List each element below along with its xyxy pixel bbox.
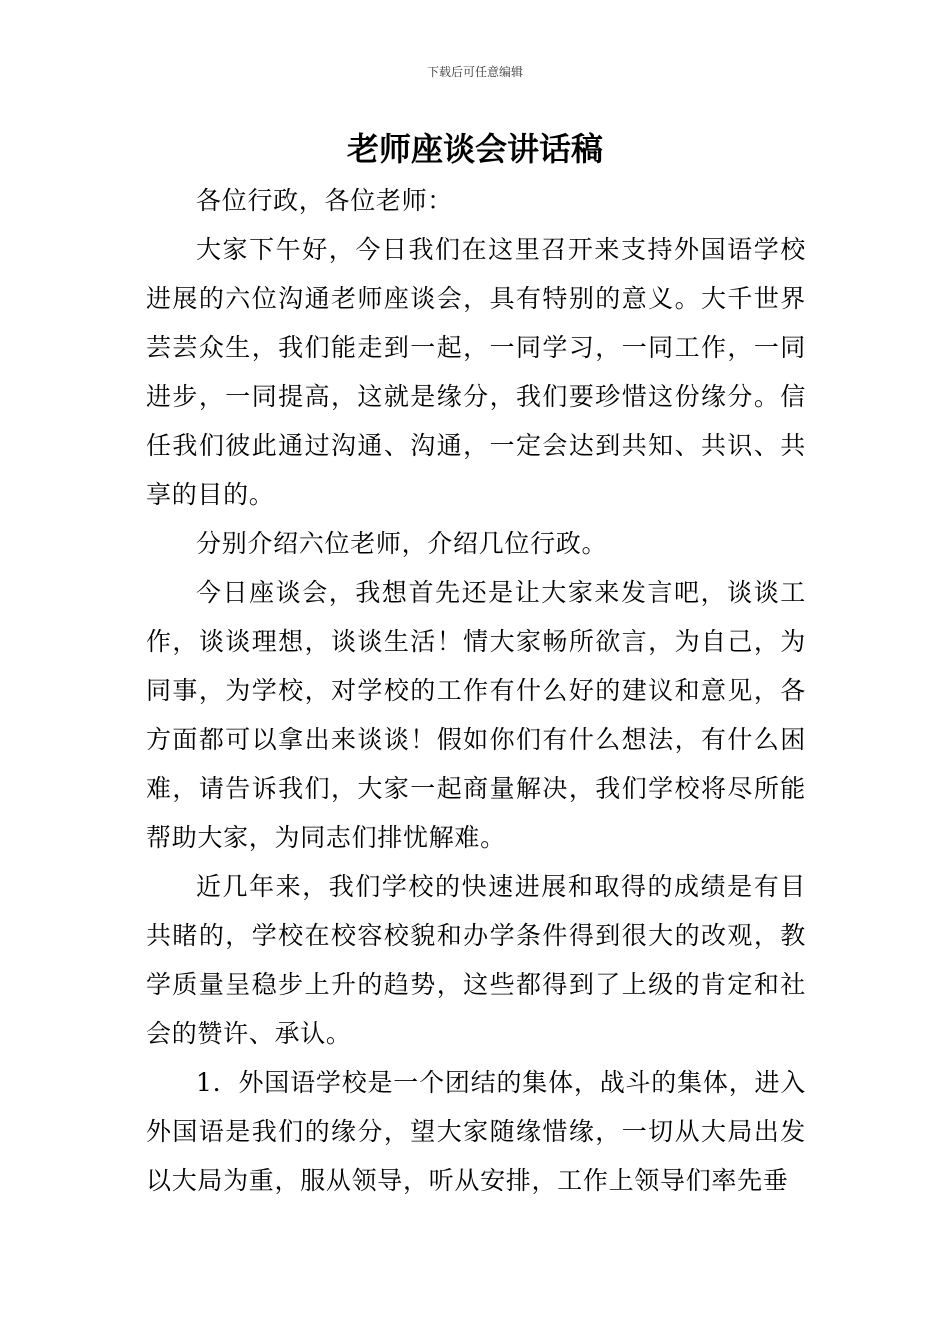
document-title: 老师座谈会讲话稿 xyxy=(346,130,603,168)
paragraph-greeting: 大家下午好，今日我们在这里召开来支持外国语学校进展的六位沟通老师座谈会，具有特别的意义。大千世界芸芸众生，我们能走到一起，一同学习，一同工作，一同进步，一同提高，这就是缘分，我们要珍惜这份缘分。信任我们彼此通过沟通、沟通，一定会达到共知、共识、共享的目的。 xyxy=(146,235,806,509)
document-body xyxy=(146,176,806,1205)
paragraph-achievements: 近几年来，我们学校的快速进展和取得的成绩是有目共睹的，学校在校容校貌和办学条件得到很大的改观，教学质量呈稳步上升的趋势，这些都得到了上级的肯定和社会的赞许、承认。 xyxy=(146,872,806,1048)
paragraph-introductions: 分别介绍六位老师，介绍几位行政。 xyxy=(196,529,608,558)
header-note: 下载后可任意编辑 xyxy=(426,65,523,79)
paragraph-point-1: 1．外国语学校是一个团结的集体，战斗的集体，进入外国语是我们的缘分，望大家随缘惜缘，一切从大局出发以大局为重，服从领导，听从安排，工作上领导们率先垂 xyxy=(146,1068,806,1195)
paragraph-salutation: 各位行政，各位老师： xyxy=(196,186,454,215)
paragraph-discussion: 今日座谈会，我想首先还是让大家来发言吧，谈谈工作，谈谈理想，谈谈生活！情大家畅所欲言，为自己，为同事，为学校，对学校的工作有什么好的建议和意见，各方面都可以拿出来谈谈！假如你们有什么想法，有什么困难，请告诉我们，大家一起商量解决，我们学校将尽所能帮助大家，为同志们排忧解难。 xyxy=(146,578,806,852)
